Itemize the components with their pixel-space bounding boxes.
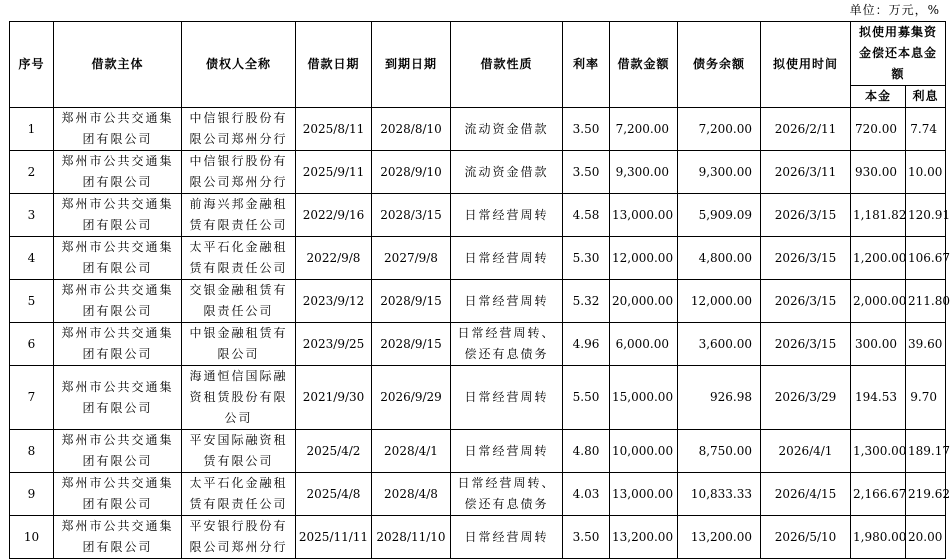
cell-principal: 1,200.00 — [851, 237, 906, 280]
cell-maturity-date: 2028/9/15 — [372, 280, 451, 323]
cell-rate: 4.96 — [563, 323, 610, 366]
cell-interest: 219.62 — [906, 473, 946, 516]
header-maturity-date: 到期日期 — [372, 22, 451, 108]
cell-loan-date: 2025/4/2 — [296, 430, 372, 473]
cell-principal: 300.00 — [851, 323, 906, 366]
cell-borrower: 郑州市公共交通集团有限公司 — [54, 473, 182, 516]
header-balance: 债务余额 — [678, 22, 761, 108]
cell-maturity-date: 2028/3/15 — [372, 194, 451, 237]
table-row — [10, 516, 946, 559]
cell-balance: 5,909.09 — [678, 194, 761, 237]
cell-amount: 13,000.00 — [610, 194, 678, 237]
cell-creditor: 平安国际融资租赁有限公司 — [182, 430, 296, 473]
cell-borrower: 郑州市公共交通集团有限公司 — [54, 194, 182, 237]
cell-loan-date: 2025/9/11 — [296, 151, 372, 194]
cell-rate: 4.58 — [563, 194, 610, 237]
cell-borrower: 郑州市公共交通集团有限公司 — [54, 366, 182, 430]
cell-borrower: 郑州市公共交通集团有限公司 — [54, 151, 182, 194]
table-row — [10, 280, 946, 323]
table-row — [10, 151, 946, 194]
cell-planned-time: 2026/3/15 — [761, 323, 851, 366]
cell-interest: 7.74 — [906, 108, 946, 151]
cell-nature: 日常经营周转 — [451, 280, 563, 323]
cell-maturity-date: 2028/9/15 — [372, 323, 451, 366]
cell-loan-date: 2022/9/8 — [296, 237, 372, 280]
cell-interest: 39.60 — [906, 323, 946, 366]
cell-amount: 20,000.00 — [610, 280, 678, 323]
cell-creditor: 交银金融租赁有限责任公司 — [182, 280, 296, 323]
cell-planned-time: 2026/3/15 — [761, 194, 851, 237]
cell-amount: 13,200.00 — [610, 516, 678, 559]
cell-interest: 20.00 — [906, 516, 946, 559]
cell-balance: 12,000.00 — [678, 280, 761, 323]
cell-borrower: 郑州市公共交通集团有限公司 — [54, 108, 182, 151]
cell-principal: 194.53 — [851, 366, 906, 430]
cell-balance: 10,833.33 — [678, 473, 761, 516]
loan-table — [9, 21, 950, 559]
cell-rate: 3.50 — [563, 108, 610, 151]
cell-loan-date: 2022/9/16 — [296, 194, 372, 237]
cell-nature: 日常经营周转 — [451, 194, 563, 237]
cell-principal: 930.00 — [851, 151, 906, 194]
cell-principal: 720.00 — [851, 108, 906, 151]
header-borrower: 借款主体 — [54, 22, 182, 108]
cell-loan-date: 2025/11/11 — [296, 516, 372, 559]
header-planned-repay: 拟使用募集资金偿还本息金额 — [851, 22, 946, 86]
cell-interest: 211.80 — [906, 280, 946, 323]
cell-rate: 3.50 — [563, 151, 610, 194]
cell-principal: 2,166.67 — [851, 473, 906, 516]
cell-balance: 4,800.00 — [678, 237, 761, 280]
cell-interest: 9.70 — [906, 366, 946, 430]
cell-balance: 926.98 — [678, 366, 761, 430]
cell-balance: 7,200.00 — [678, 108, 761, 151]
cell-planned-time: 2026/5/10 — [761, 516, 851, 559]
cell-nature: 日常经营周转 — [451, 366, 563, 430]
cell-maturity-date: 2028/4/1 — [372, 430, 451, 473]
cell-seq: 7 — [10, 366, 54, 430]
cell-balance: 13,200.00 — [678, 516, 761, 559]
cell-nature: 日常经营周转、偿还有息债务 — [451, 323, 563, 366]
header-planned-time: 拟使用时间 — [761, 22, 851, 108]
cell-maturity-date: 2027/9/8 — [372, 237, 451, 280]
table-row — [10, 194, 946, 237]
cell-seq: 2 — [10, 151, 54, 194]
header-rate: 利率 — [563, 22, 610, 108]
cell-balance: 3,600.00 — [678, 323, 761, 366]
header-loan-date: 借款日期 — [296, 22, 372, 108]
cell-rate: 4.80 — [563, 430, 610, 473]
header-principal: 本金 — [851, 86, 906, 108]
cell-amount: 12,000.00 — [610, 237, 678, 280]
cell-balance: 9,300.00 — [678, 151, 761, 194]
cell-seq: 5 — [10, 280, 54, 323]
table-row — [10, 473, 946, 516]
cell-seq: 9 — [10, 473, 54, 516]
cell-creditor: 中信银行股份有限公司郑州分行 — [182, 151, 296, 194]
table-body — [10, 108, 950, 559]
table-row — [10, 366, 946, 430]
cell-planned-time: 2026/4/15 — [761, 473, 851, 516]
cell-rate: 3.50 — [563, 516, 610, 559]
cell-seq: 6 — [10, 323, 54, 366]
cell-amount: 15,000.00 — [610, 366, 678, 430]
header-seq: 序号 — [10, 22, 54, 108]
cell-amount: 10,000.00 — [610, 430, 678, 473]
cell-seq: 10 — [10, 516, 54, 559]
table-header — [10, 22, 946, 108]
cell-interest: 10.00 — [906, 151, 946, 194]
cell-amount: 9,300.00 — [610, 151, 678, 194]
cell-seq: 3 — [10, 194, 54, 237]
cell-creditor: 海通恒信国际融资租赁股份有限公司 — [182, 366, 296, 430]
cell-loan-date: 2023/9/25 — [296, 323, 372, 366]
cell-amount: 7,200.00 — [610, 108, 678, 151]
cell-interest: 120.91 — [906, 194, 946, 237]
cell-principal: 1,181.82 — [851, 194, 906, 237]
cell-interest: 189.17 — [906, 430, 946, 473]
cell-amount: 6,000.00 — [610, 323, 678, 366]
cell-interest: 106.67 — [906, 237, 946, 280]
cell-maturity-date: 2028/4/8 — [372, 473, 451, 516]
cell-creditor: 中银金融租赁有限公司 — [182, 323, 296, 366]
cell-planned-time: 2026/4/1 — [761, 430, 851, 473]
cell-loan-date: 2025/4/8 — [296, 473, 372, 516]
header-amount: 借款金额 — [610, 22, 678, 108]
cell-amount: 13,000.00 — [610, 473, 678, 516]
table-row — [10, 323, 946, 366]
cell-planned-time: 2026/3/15 — [761, 280, 851, 323]
cell-maturity-date: 2026/9/29 — [372, 366, 451, 430]
cell-maturity-date: 2028/11/10 — [372, 516, 451, 559]
cell-seq: 1 — [10, 108, 54, 151]
cell-creditor: 太平石化金融租赁有限责任公司 — [182, 237, 296, 280]
cell-planned-time: 2026/2/11 — [761, 108, 851, 151]
cell-seq: 8 — [10, 430, 54, 473]
cell-creditor: 太平石化金融租赁有限责任公司 — [182, 473, 296, 516]
table-row — [10, 237, 946, 280]
cell-creditor: 平安银行股份有限公司郑州分行 — [182, 516, 296, 559]
cell-loan-date: 2025/8/11 — [296, 108, 372, 151]
cell-rate: 5.50 — [563, 366, 610, 430]
cell-nature: 日常经营周转 — [451, 430, 563, 473]
cell-maturity-date: 2028/9/10 — [372, 151, 451, 194]
cell-principal: 1,300.00 — [851, 430, 906, 473]
cell-rate: 5.30 — [563, 237, 610, 280]
unit-label: 单位：万元，% — [849, 3, 940, 17]
cell-nature: 流动资金借款 — [451, 108, 563, 151]
cell-loan-date: 2023/9/12 — [296, 280, 372, 323]
cell-borrower: 郑州市公共交通集团有限公司 — [54, 237, 182, 280]
cell-borrower: 郑州市公共交通集团有限公司 — [54, 430, 182, 473]
cell-planned-time: 2026/3/29 — [761, 366, 851, 430]
cell-nature: 日常经营周转 — [451, 516, 563, 559]
cell-seq: 4 — [10, 237, 54, 280]
cell-principal: 2,000.00 — [851, 280, 906, 323]
header-interest: 利息 — [906, 86, 946, 108]
cell-rate: 5.32 — [563, 280, 610, 323]
cell-maturity-date: 2028/8/10 — [372, 108, 451, 151]
cell-rate: 4.03 — [563, 473, 610, 516]
cell-borrower: 郑州市公共交通集团有限公司 — [54, 323, 182, 366]
cell-nature: 日常经营周转 — [451, 237, 563, 280]
cell-principal: 1,980.00 — [851, 516, 906, 559]
cell-planned-time: 2026/3/15 — [761, 237, 851, 280]
table-row — [10, 108, 946, 151]
cell-balance: 8,750.00 — [678, 430, 761, 473]
cell-planned-time: 2026/3/11 — [761, 151, 851, 194]
cell-nature: 流动资金借款 — [451, 151, 563, 194]
cell-borrower: 郑州市公共交通集团有限公司 — [54, 516, 182, 559]
cell-creditor: 中信银行股份有限公司郑州分行 — [182, 108, 296, 151]
header-creditor: 债权人全称 — [182, 22, 296, 108]
table-row — [10, 430, 946, 473]
header-nature: 借款性质 — [451, 22, 563, 108]
cell-nature: 日常经营周转、偿还有息债务 — [451, 473, 563, 516]
cell-borrower: 郑州市公共交通集团有限公司 — [54, 280, 182, 323]
cell-loan-date: 2021/9/30 — [296, 366, 372, 430]
cell-creditor: 前海兴邦金融租赁有限责任公司 — [182, 194, 296, 237]
